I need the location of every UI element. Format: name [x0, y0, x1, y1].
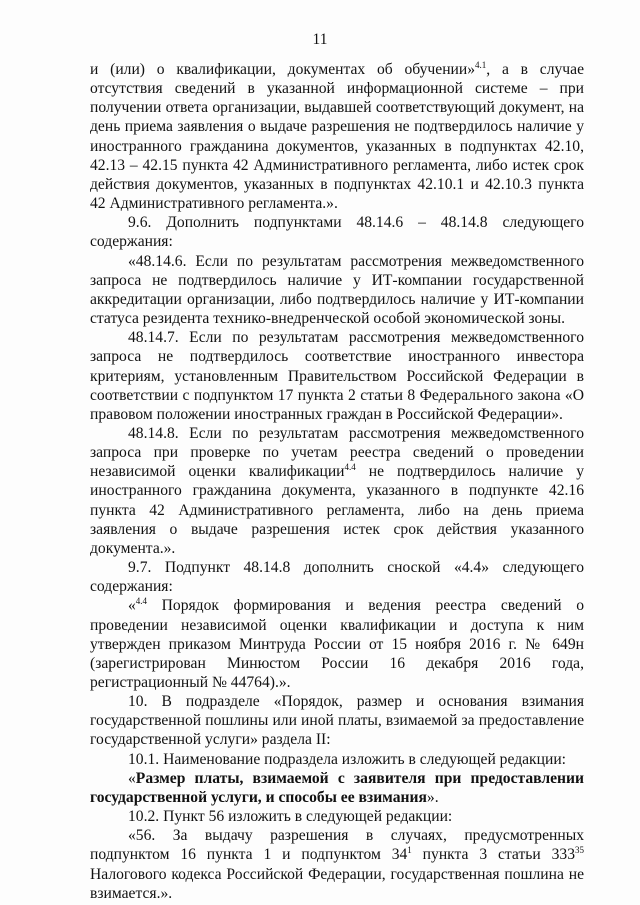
document-body	[90, 60, 584, 903]
paragraph-1-text: и (или) о квалификации, документах об обучении»	[90, 61, 476, 78]
superscript-1: 1	[407, 845, 412, 856]
paragraph-56-mid: пункта 3 статьи 333	[411, 846, 575, 864]
paragraph-56-tail: Налогового кодекса Российской Федерации, государственная пошлина не взимается.».	[90, 865, 584, 902]
paragraph-48-14-8-text: 48.14.8. Если по результатам рассмотрения межведомственного запроса при проверке по учетам реестра сведений о проведении независимой оценки квалификации	[90, 424, 584, 481]
paragraph-48-14-8	[90, 424, 584, 558]
paragraph-1	[90, 60, 584, 213]
paragraph-new-heading	[90, 769, 584, 807]
paragraph-48-14-7: 48.14.7. Если по результатам рассмотрения межведомственного запроса не подтвердилось соответствие иностранного инвестора критериям, установленным Правительством Российской Федерации в соответствии с подпунктом 17 пункта 2 статьи 8 Федерального закона «О правовом положении иностранных граждан в Российской Федерации».	[90, 329, 584, 423]
footnote-ref-4-4: 4.4	[344, 462, 356, 473]
paragraph-10: 10. В подразделе «Порядок, размер и основания взимания государственной пошлины или иной платы, взимаемой за предоставление государственной услуги» раздела II:	[90, 693, 584, 749]
paragraph-48-14-8-tail: не подтвердилось наличие у иностранного гражданина документа, указанного в подпункте 42.16 пункта 42 Административного регламента, либо на день приема заявления о выдаче разрешения истек срок действия указанного документа.».	[90, 463, 584, 557]
paragraph-9-6: 9.6. Дополнить подпунктами 48.14.6 – 48.14.8 следующего содержания:	[90, 214, 584, 251]
footnote-open-quote: «	[128, 597, 136, 615]
footnote-4-4-body: Порядок формирования и ведения реестра сведений о проведении независимой оценки квалификации и доступа к ним утвержден приказом Минтруда России от 15 ноября 2016 г. № 649н (зарегистрирован Минюстом России 16 декабря 2016 года, регистрационный № 44764).».	[90, 597, 584, 691]
paragraph-10-2: 10.2. Пункт 56 изложить в следующей редакции:	[128, 808, 453, 826]
footnote-mark-4-4: 4.4	[135, 596, 148, 607]
paragraph-56-text: «56. За выдачу разрешения в случаях, предусмотренных подпунктом 16 пункта 1 и подпунктом 34	[90, 827, 584, 864]
paragraph-56	[90, 826, 584, 903]
heading-close-quote: ».	[426, 788, 439, 806]
footnote-ref-4-1: 4.1	[475, 60, 487, 70]
paragraph-1-tail: , а в случае отсутствия сведений в указанной информационной системе – при получении ответа организации, выдавшей соответствующий документ, на день приема заявления о выдаче разрешения не подтвердилось наличие у иностранного гражданина документов, указанных в подпунктах 42.10, 42.13 – 42.15 пункта 42 Административного регламента, либо истек срок действия документов, указанных в подпунктах 42.10.1 и 42.10.3 пункта 42 Административного регламента.».	[90, 61, 584, 213]
paragraph-9-7: 9.7. Подпункт 48.14.8 дополнить сноской «4.4» следующего содержания:	[90, 559, 584, 596]
paragraph-48-14-6: «48.14.6. Если по результатам рассмотрения межведомственного запроса не подтвердилось наличие у ИТ-компании государственной аккредитации организации, либо подтвердилось наличие у ИТ-компании статуса резидента технико-внедренческой особой экономической зоны.	[90, 252, 584, 328]
page-number: 11	[312, 31, 328, 48]
superscript-35: 35	[575, 845, 584, 856]
new-subsection-title: Размер платы, взимаемой с заявителя при предоставлении государственной услуги, и способы ее взимания	[90, 769, 584, 806]
paragraph-10-1: 10.1. Наименование подраздела изложить в следующей редакции:	[128, 750, 566, 768]
heading-open-quote: «	[128, 769, 136, 787]
footnote-4-4-text	[90, 596, 584, 692]
